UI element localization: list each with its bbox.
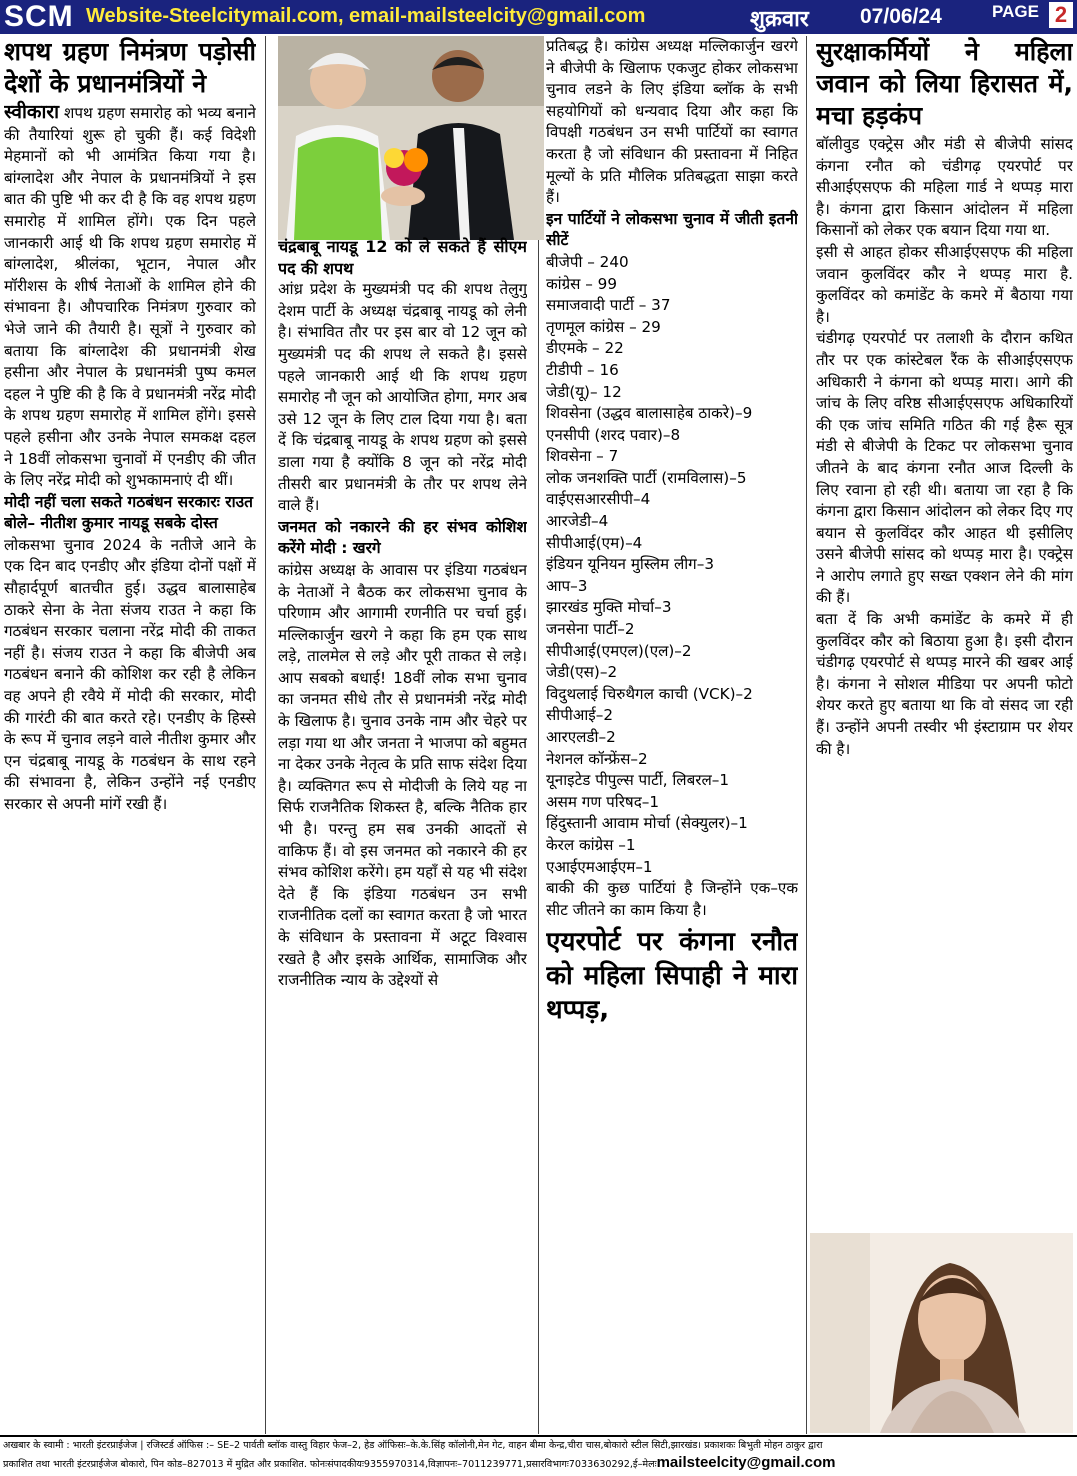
party-seat-item: एनसीपी (शरद पवार)–8 [546, 425, 681, 444]
party-seat-item: नेशनल कॉन्फ्रेंस–2 [546, 749, 648, 768]
party-seat-item: वाईएसआरसीपी–4 [546, 490, 651, 509]
article-column-1 [4, 36, 256, 1432]
article-paragraph: लोकसभा चुनाव 2024 के नतीजे आने के एक दिन बाद एनडीए और इंडिया दोनों पक्षों में सौहार्दपूर्ण बातचीत हुई। उद्धव बालासाहेब ठाकरे सेना के नेता संजय राउत ने कहा कि गठबंधन सरकार चलाना नरेंद्र मोदी की ताकत नहीं है। संजय राउत ने कहा कि बीजेपी अब गठबंधन बनाने की कोशिश कर रही है लेकिन वह अपने ही रवैये में मोदी की सरकार, मोदी की गारंटी की बात करते रहे। एनडीए के हिस्से के रूप में चुनाव लड़ने वाले नीतीश कुमार और एन चंद्रबाबू नायडू के गठबंधन के साथ रहने की संभावना है, लेकिन उन्होंने नई एनडीए सरकार से अपनी मांगें रखी हैं। [4, 535, 256, 813]
party-seat-item: सीपीआई(एम)–4 [546, 533, 643, 552]
party-seat-item: टीडीपी – 16 [546, 360, 619, 379]
subheading-kharge: जनमत को नकारने की हर संभव कोशिश करेंगे मोदी : खरगे [278, 517, 527, 558]
party-seat-item: आरजेडी–4 [546, 512, 609, 531]
party-seat-item: बीजेपी – 240 [546, 252, 629, 271]
party-seat-item: हिंदुस्तानी आवाम मोर्चा (सेक्युलर)–1 [546, 814, 748, 833]
issue-date: 07/06/24 [860, 5, 942, 28]
party-seat-item: विदुथलाई चिरुथैगल काची (VCK)–2 [546, 684, 753, 703]
party-seat-item: आरएलडी–2 [546, 728, 616, 746]
column-divider [265, 36, 266, 1434]
issue-day: शुक्रवार [750, 7, 809, 32]
party-seat-item: जनसेना पार्टी–2 [546, 620, 635, 639]
party-seat-item: शिवसेना – 7 [546, 447, 619, 466]
party-seat-item: डीएमके – 22 [546, 339, 624, 358]
imprint-line-1: अखबार के स्वामी : भारती इंटरप्राईजेज | रजिस्टर्ड ऑफिस :– SE–2 पार्वती ब्लॉक वास्तु विहार फेज–2, हेड ऑफिसः–के.के.सिंह कॉलोनी,मेन गेट, वाहन बीमा केन्द्र,चीरा चास,बोकारो स्टील सिटी,झारखंड। प्रकाशकः बिभुती मोहन ठाकुर द्वारा [3, 1440, 823, 1451]
article-paragraph [4, 102, 256, 492]
party-seat-item: लोक जनशक्ति पार्टी (रामविलास)–5 [546, 468, 747, 487]
party-seat-list [546, 252, 798, 878]
headline-oath-invitation: शपथ ग्रहण निमंत्रण पड़ोसी देशों के प्रधानमंत्रियों ने [4, 37, 256, 98]
article-column-4 [816, 36, 1073, 1232]
website-email-line: Website-Steelcitymail.com, email-mailsteelcity@gmail.com [86, 5, 646, 27]
article-column-2 [278, 236, 527, 1432]
party-seat-item: जेडी(एस)–2 [546, 663, 618, 682]
party-seat-item: कांग्रेस – 99 [546, 274, 618, 293]
masthead [0, 0, 1077, 34]
kangana-photo-icon [810, 1233, 1073, 1433]
article-column-3 [546, 36, 798, 1432]
modi-naidu-photo [278, 36, 544, 240]
party-seat-item: तृणमूल कांग्रेस – 29 [546, 317, 661, 336]
party-seat-item: केरल कांग्रेस –1 [546, 835, 636, 854]
article-paragraph: बॉलीवुड एक्ट्रेस और मंडी से बीजेपी सांसद कंगना रनौत को चंडीगढ़ एयरपोर्ट पर सीआईएसएफ की महिला गार्ड ने थप्पड़ मारा है। कंगना द्वारा किसान आंदोलन में महिला किसानों को लेकर एक बयान दिया गया था. [816, 135, 1073, 240]
imprint-text: प्रकाशित तथा भारती इंटरप्राईजेज बोकारो, पिन कोड–827013 में मुद्रित और प्रकाशित. फोनःसंपादकीयः9355970314,विज्ञापनः–7011239771,प्रसारविभागः7033630292,ई–मेलः [3, 1459, 657, 1470]
subheading-nitish: बोले– नीतीश कुमार नायडू सबके दोस्त [4, 514, 218, 533]
article-paragraph: बता दें कि अभी कमांडेंट के कमरे में ही कुलविंदर कौर को बिठाया हुआ है। इसी दौरान चंडीगढ़ एयरपोर्ट से थप्पड़ मारने की खबर आई है। कंगना ने सोशल मीडिया पर अपनी फोटो शेयर करते हुए बताया था कि वो संसद जा रही हैं। उन्होंने अपनी तस्वीर भी इंस्टाग्राम पर शेयर की है। [816, 610, 1073, 758]
imprint-footer [0, 1435, 1077, 1476]
paragraph-text: शपथ ग्रहण समारोह को भव्य बनाने की तैयारियां शुरू हो चुकी हैं। कई विदेशी मेहमानों को भी आमंत्रित किया गया है। बांग्लादेश और नेपाल के प्रधानमंत्रियों ने इस बात की पुष्टि भी कर दी है कि वह शपथ ग्रहण समारोह में शामिल होंगे। एक दिन पहले जानकारी आई थी कि शपथ ग्रहण समारोह में बांग्लादेश, श्रीलंका, भूटान, नेपाल और मॉरीशस के शीर्ष नेताओं के शामिल होने की संभावना है। औपचारिक निमंत्रण गुरुवार को भेजे जाने की तैयारी है। सूत्रों ने गुरुवार को बताया कि बांग्लादेश की प्रधानमंत्री शेख हसीना और नेपाल के प्रधानमंत्री पुष्प कमल दहल ने पुष्टि की है कि वे प्रधानमंत्री नरेंद्र मोदी के शपथ ग्रहण समारोह में शामिल होंगे। इससे पहले हसीना और उनके नेपाल समकक्ष दहल ने 18वीं लोकसभा चुनावों में एनडीए की जीत के लिए नरेंद्र मोदी को शुभकामनाएं दी थीं। [4, 104, 256, 490]
party-seat-item: इंडियन यूनियन मुस्लिम लीग–3 [546, 555, 714, 574]
lead-word: स्वीकारा [4, 101, 60, 123]
party-seat-item: झारखंड मुक्ति मोर्चा–3 [546, 598, 672, 617]
subheading-seat-list: इन पार्टियों ने लोकसभा चुनाव में जीती इतनी सीटें [546, 209, 798, 250]
column-divider [806, 36, 807, 1434]
headline-kangana-slap: एयरपोर्ट पर कंगना रनौत को महिला सिपाही ने मारा थप्पड़, [546, 927, 798, 1026]
party-seat-item: शिवसेना (उद्धव बालासाहेब ठाकरे)–9 [546, 404, 753, 423]
party-seat-item: सीपीआई–2 [546, 706, 613, 725]
article-paragraph: आंध्र प्रदेश के मुख्यमंत्री पद की शपथ तेलुगु देशम पार्टी के अध्यक्ष चंद्रबाबू नायडू को लेनी है। संभावित तौर पर इस बार वो 12 जून को मुख्यमंत्री पद की शपथ ले सकते है। इससे पहले जानकारी आई थी कि शपथ ग्रहण समारोह नौ जून को आयोजित होगा, मगर अब उसे 12 जून के लिए टाल दिया गया है। बता दें कि चंद्रबाबू नायडू के शपथ ग्रहण को इससे डाला गया है क्योंकि 8 जून को नरेंद्र मोदी तीसरी बार प्रधानमंत्री के तौर पर शपथ लेने वाले हैं। [278, 280, 527, 515]
page-label: PAGE [992, 2, 1039, 21]
article-paragraph: कांग्रेस अध्यक्ष के आवास पर इंडिया गठबंधन के नेताओं ने बैठक कर लोकसभा चुनाव के परिणाम और आगामी रणनीति पर चर्चा हुई। मल्लिकार्जुन खरगे ने कहा कि हम एक साथ लड़े, तालमेल से लड़े और पूरी ताकत से लड़े। आप सबको बधाई! 18वीं लोक सभा चुनाव का जनमत सीधे तौर से प्रधानमंत्री नरेंद्र मोदी के खिलाफ है। चुनाव उनके नाम और चेहरे पर लड़ा गया था और जनता ने भाजपा को बहुमत ना देकर उनके नेतृत्व के प्रति साफ संदेश दिया है। व्यक्तिगत रूप से मोदीजी के लिये यह ना सिर्फ राजनैतिक शिकस्त है, बल्कि नैतिक हार भी है। परन्तु हम सब उनकी आदतों से वाकिफ हैं। वो इस जनमत को नकारने की हर संभव कोशिश करेंगे। हम यहाँ से यह भी संदेश देते हैं कि इंडिया गठबंधन उन सभी राजनीतिक दलों का स्वागत करता है जो भारत के संविधान के प्रस्तावना में अटूट विश्वास रखते है और इसके आर्थिक, सामाजिक और राजनीतिक न्याय के उद्देश्यों से [278, 560, 527, 990]
headline-security-detained: सुरक्षाकर्मियों ने महिला जवान को लिया हिरासत में, मचा हड़कंप [816, 37, 1073, 130]
party-seat-item: जेडी(यू)– 12 [546, 382, 622, 401]
photo-caption: चंद्रबाबू नायडू 12 को ले सकते हैं सीएम पद की शपथ [278, 237, 527, 278]
party-seat-item: सीपीआई(एमएल)(एल)–2 [546, 641, 692, 660]
party-seat-item: यूनाइटेड पीपुल्स पार्टी, लिबरल–1 [546, 771, 730, 790]
party-seat-item: एआईएमआईएम–1 [546, 857, 653, 876]
article-paragraph: इसी से आहत होकर सीआईएसएफ की महिला जवान कुलविंदर कौर ने थप्पड़ मारा है. कुलविंदर को कमांडेंट के कमरे में बैठाया गया है। [816, 242, 1073, 326]
footer-email-link[interactable]: mailsteelcity@gmail.com [656, 1454, 836, 1471]
page-number: 2 [1049, 2, 1073, 28]
column-divider [538, 36, 539, 1434]
party-seat-item: आप–3 [546, 576, 588, 595]
article-paragraph: बाकी की कुछ पार्टियां है जिन्होंने एक–एक सीट जीतने का काम किया है। [546, 879, 798, 919]
modi-naidu-photo-icon [278, 36, 544, 240]
party-seat-item: समाजवादी पार्टी – 37 [546, 296, 671, 315]
logo: SCM [4, 0, 74, 33]
kangana-photo [810, 1233, 1073, 1433]
imprint-line-2 [0, 1454, 1077, 1473]
article-paragraph: चंडीगढ़ एयरपोर्ट पर तलाशी के दौरान कथित तौर पर एक कांस्टेबल रैंक के सीआईएसएफ अधिकारी ने कंगना को थप्पड़ मारा। आगे की जांच के लिए वरिष्ठ सीआईएसएफ अधिकारियों की एक जांच समिति गठित की गई हैरू सूत्र मंडी से बीजेपी के टिकट पर लोकसभा चुनाव जीतने के बाद कंगना रनौत आज दिल्ली के लिए रवाना हो रही थी। बताया जा रहा है कि कंगना द्वारा किसान आंदोलन को लेकर दिए गए बयान से कुलविंदर कौर आहत थी इसीलिए उसने बीजेपी सांसद को थप्पड़ मारा है। एक्ट्रेस ने आरोप लगाते हुए सख्त एक्शन लेने की मांग की हैं। [816, 329, 1073, 607]
party-seat-item: असम गण परिषद–1 [546, 792, 660, 811]
article-paragraph: प्रतिबद्ध है। कांग्रेस अध्यक्ष मल्लिकार्जुन खरगे ने बीजेपी के खिलाफ एकजुट होकर लोकसभा चुनाव लडने के लिए इंडिया ब्लॉक के सभी सहयोगियों को धन्यवाद दिया और कहा कि विपक्षी गठबंधन उन सभी पार्टियों का स्वागत करता है जो संविधान की प्रस्तावना में निहित मूल्यों के प्रति मौलिक प्रतिबद्धता साझा करते हैं। [546, 37, 798, 207]
subheading-raut: मोदी नहीं चला सकते गठबंधन सरकारः राउत [4, 492, 253, 511]
